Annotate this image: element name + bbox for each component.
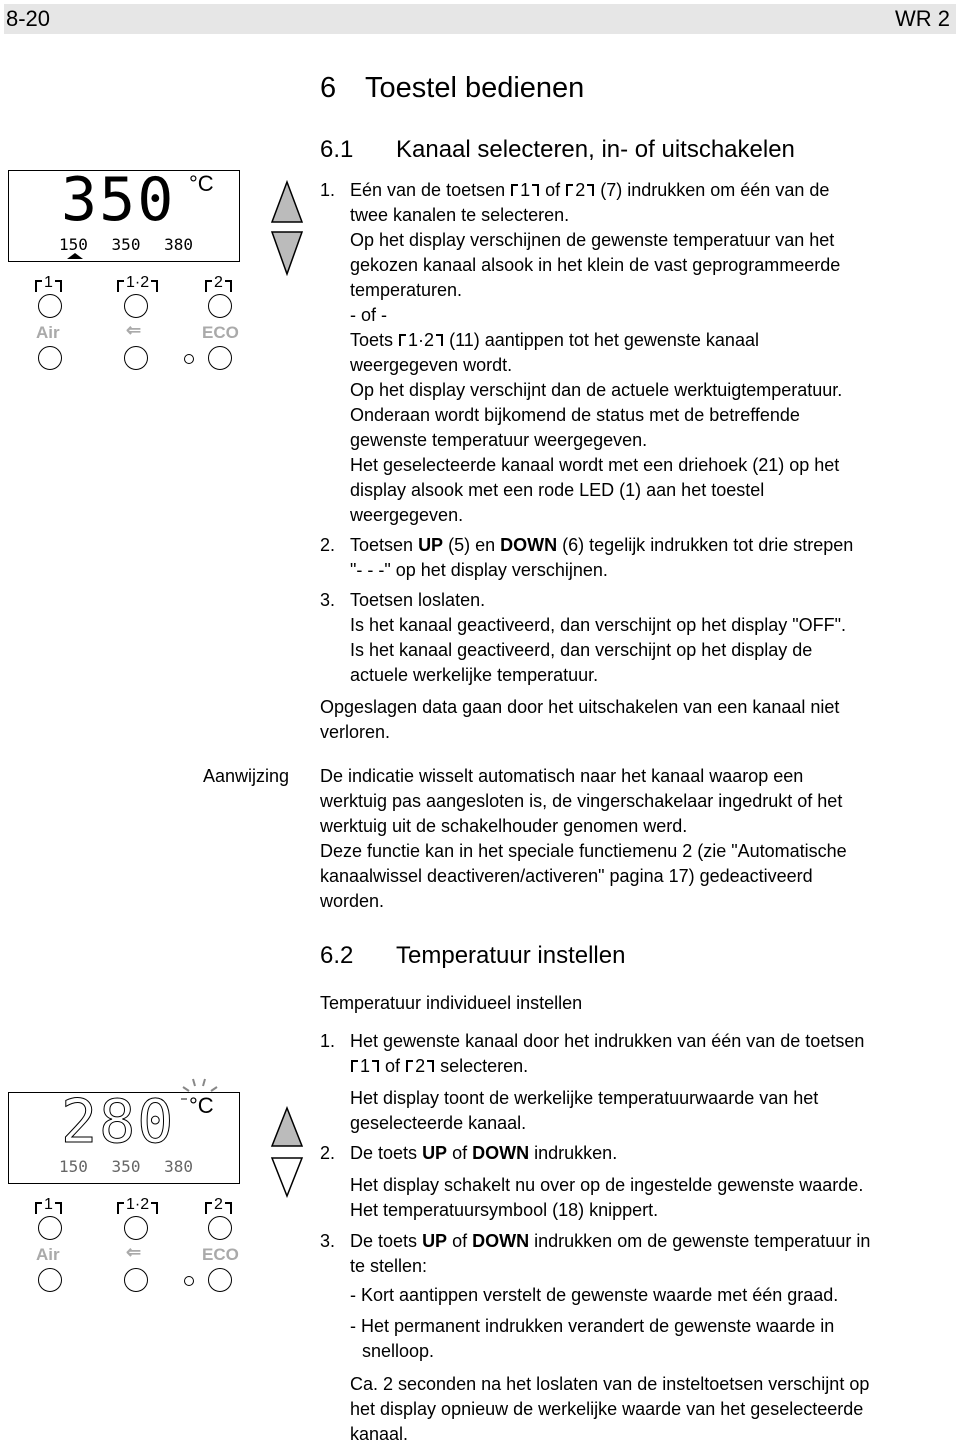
step-number: 2. — [320, 535, 336, 555]
section-title: Toestel bedienen — [365, 72, 585, 104]
key-2: 2 — [405, 1054, 435, 1079]
channel-triangle-icon — [67, 253, 83, 259]
device-panel — [0, 0, 320, 342]
eco-label: ECO — [202, 323, 239, 342]
channel-12-button[interactable] — [124, 1216, 148, 1240]
paragraph: Opgeslagen data gaan door het uitschakelen van een kanaal niet — [320, 697, 840, 717]
step-text: De toets UP of DOWN indrukken. — [350, 1143, 618, 1163]
step-text: weergegeven. — [350, 505, 464, 525]
section-number: 6 — [320, 72, 337, 104]
step-text: snelloop. — [362, 1341, 435, 1361]
air-button[interactable] — [38, 346, 62, 370]
step-number: 1. — [320, 1031, 336, 1051]
step-text: actuele werkelijke temperatuur. — [350, 665, 599, 685]
step-number: 1. — [320, 180, 336, 200]
celsius-symbol: °C — [189, 1093, 214, 1118]
step-text: - of - — [350, 305, 388, 325]
step-text: Het gewenste kanaal door het indrukken van één van de toetsen — [350, 1031, 865, 1051]
step-number: 3. — [320, 1231, 336, 1251]
air-button[interactable] — [38, 1268, 62, 1292]
channel-2-button[interactable] — [208, 294, 232, 318]
step-text: - Kort aantippen verstelt de gewenste waarde met één graad. — [350, 1285, 839, 1305]
celsius-symbol: °C — [189, 171, 214, 196]
step-text: Het display toont de werkelijke temperatuurwaarde van het — [350, 1088, 819, 1108]
lcd-display — [8, 165, 240, 262]
step-text: Toetsen loslaten. — [350, 590, 486, 610]
key-1: 1 — [510, 178, 540, 203]
step-text: "- - -" op het display verschijnen. — [350, 560, 608, 580]
key-label: 1·2 — [116, 274, 159, 292]
step-text: - Het permanent indrukken verandert de gewenste waarde in — [350, 1316, 835, 1336]
note-label: Aanwijzing — [203, 766, 290, 786]
arrow-in-icon: ⇐ — [126, 1242, 142, 1262]
eco-button[interactable] — [208, 346, 232, 370]
note-text: werktuig pas aangesloten is, de vingerschakelaar ingedrukt of het — [320, 791, 843, 811]
step-text: weergegeven wordt. — [350, 355, 513, 375]
subsection-title: Temperatuur instellen — [396, 942, 626, 969]
step-text: Is het kanaal geactiveerd, dan verschijnt op het display de — [350, 640, 813, 660]
subsection-number: 6.2 — [320, 942, 354, 969]
step-text: gewenste temperatuur weergegeven. — [350, 430, 648, 450]
up-arrow-icon — [272, 182, 302, 222]
step-text: kanaal. — [350, 1424, 409, 1444]
air-label: Air — [36, 323, 60, 342]
step-number: 3. — [320, 590, 336, 610]
preset-values: 150 350 380 — [59, 235, 193, 254]
down-arrow-icon — [272, 232, 302, 274]
note-text: worden. — [320, 891, 385, 911]
step-text: Onderaan wordt bijkomend de status met de betreffende — [350, 405, 800, 425]
key-label: 2 — [204, 1196, 233, 1214]
step-text: 1 of 2 selecteren. — [350, 1054, 950, 1079]
page-number: 8-20 — [6, 6, 51, 31]
step-text: gekozen kanaal alsook in het klein de vast geprogrammeerde — [350, 255, 841, 275]
note-text: kanaalwissel deactiveren/activeren" pagina 17) gedeactiveerd — [320, 866, 813, 886]
down-arrow-icon — [272, 1158, 302, 1196]
step-text: het display opnieuw de werkelijke waarde van het geselecteerde — [350, 1399, 864, 1419]
paragraph: verloren. — [320, 722, 391, 742]
step-text: Op het display verschijnt dan de actuele werktuigtemperatuur. — [350, 380, 843, 400]
device-panel — [0, 922, 320, 1264]
step-text: Het temperatuursymbool (18) knippert. — [350, 1200, 659, 1220]
step-number: 2. — [320, 1143, 336, 1163]
preset-values: 150 350 380 — [59, 1157, 193, 1176]
channel-2-button[interactable] — [208, 1216, 232, 1240]
step-text: Toets 1·2 (11) aantippen tot het gewenste kanaal — [350, 328, 950, 353]
up-arrow-icon — [272, 1108, 302, 1146]
step-text: Het geselecteerde kanaal wordt met een driehoek (21) op het — [350, 455, 840, 475]
step-text: Eén van de toetsen 1 of 2 (7) indrukken om één van de — [350, 178, 950, 203]
key-label: 1·2 — [116, 1196, 159, 1214]
step-text: te stellen: — [350, 1256, 428, 1276]
note-text: De indicatie wisselt automatisch naar het kanaal waarop een — [320, 766, 804, 786]
key-label: 1 — [34, 1196, 63, 1214]
led-indicator — [184, 354, 194, 364]
channel-1-button[interactable] — [38, 294, 62, 318]
step-text: Het display schakelt nu over op de ingestelde gewenste waarde. — [350, 1175, 864, 1195]
step-text: temperaturen. — [350, 280, 463, 300]
sub-heading: Temperatuur individueel instellen — [320, 993, 583, 1013]
eco-button[interactable] — [208, 1268, 232, 1292]
step-text: Op het display verschijnen de gewenste temperatuur van het — [350, 230, 835, 250]
led-indicator — [184, 1276, 194, 1286]
step-text: Is het kanaal geactiveerd, dan verschijnt op het display "OFF". — [350, 615, 847, 635]
key-1: 1 — [350, 1054, 380, 1079]
key-label: 2 — [204, 274, 233, 292]
subsection-title: Kanaal selecteren, in- of uitschakelen — [396, 136, 795, 163]
up-down-arrows — [270, 180, 304, 276]
eco-label: ECO — [202, 1245, 239, 1264]
key-label: 1 — [34, 274, 63, 292]
step-text: display alsook met een rode LED (1) aan het toestel — [350, 480, 765, 500]
step-text: Toetsen UP (5) en DOWN (6) tegelijk indrukken tot drie strepen — [350, 535, 854, 555]
key-1-2: 1·2 — [398, 328, 444, 353]
lcd-display — [8, 1087, 240, 1184]
step-text: twee kanalen te selecteren. — [350, 205, 570, 225]
subsection-number: 6.1 — [320, 136, 354, 163]
note-text: werktuig uit de schakelhouder genomen werd. — [320, 816, 688, 836]
step-text: Ca. 2 seconden na het loslaten van de insteltoetsen verschijnt op — [350, 1374, 870, 1394]
up-down-arrows — [270, 1106, 304, 1198]
arrow-in-icon: ⇐ — [126, 320, 142, 340]
standby-button[interactable] — [124, 346, 148, 370]
manual-code: WR 2 — [895, 6, 950, 31]
air-label: Air — [36, 1245, 60, 1264]
standby-button[interactable] — [124, 1268, 148, 1292]
channel-1-button[interactable] — [38, 1216, 62, 1240]
blinking-symbol-icon — [179, 1077, 223, 1117]
channel-12-button[interactable] — [124, 294, 148, 318]
key-2: 2 — [565, 178, 595, 203]
temperature-readout: 280 — [61, 1087, 176, 1157]
step-text: De toets UP of DOWN indrukken om de gewenste temperatuur in — [350, 1231, 871, 1251]
step-text: geselecteerde kanaal. — [350, 1113, 527, 1133]
note-text: Deze functie kan in het speciale functiemenu 2 (zie "Automatische — [320, 841, 847, 861]
temperature-readout: 350 — [61, 165, 176, 235]
